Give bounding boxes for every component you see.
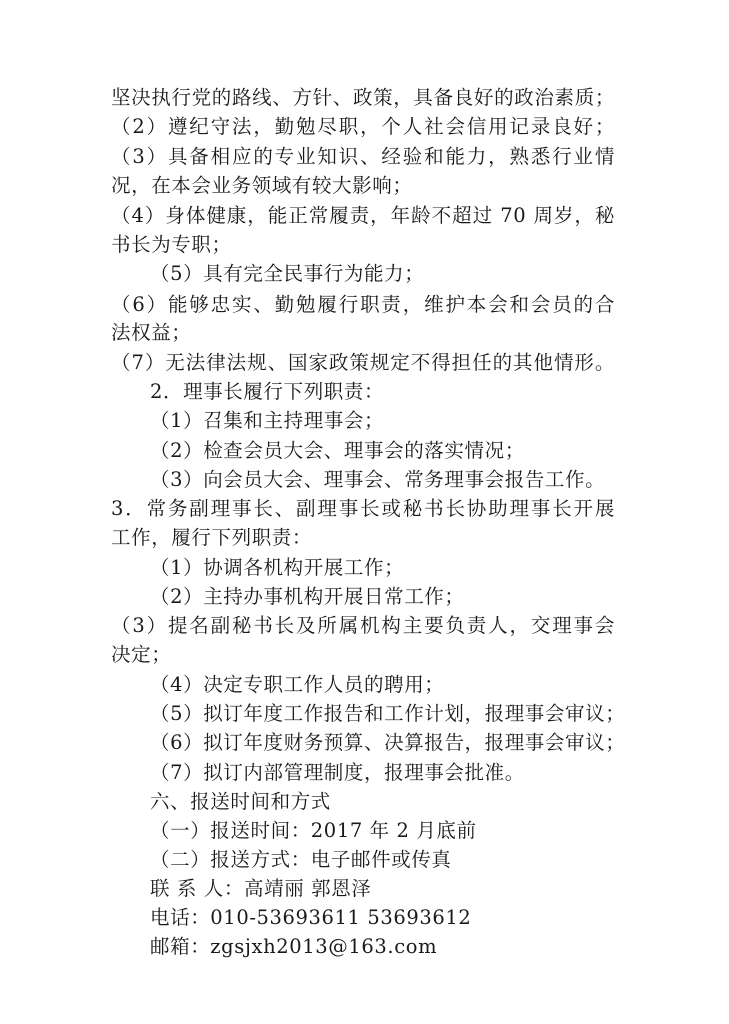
text-line-2: （2）遵纪守法，勤勉尽职，个人社会信用记录良好； xyxy=(111,115,615,138)
text-line-13: （2）检查会员大会、理事会的落实情况； xyxy=(150,439,525,462)
text-line-1: 坚决执行党的路线、方针、政策，具备良好的政治素质； xyxy=(111,86,615,109)
text-line-8: （6）能够忠实、勤勉履行职责，维护本会和会员的合 xyxy=(111,293,615,316)
text-line-4: 况，在本会业务领域有较大影响； xyxy=(111,174,413,197)
text-line-24: （7）拟订内部管理制度，报理事会批准。 xyxy=(150,761,525,784)
text-line-12: （1）召集和主持理事会； xyxy=(150,409,385,432)
text-line-26: （一）报送时间：2017 年 2 月底前 xyxy=(150,819,477,842)
text-line-16: 工作，履行下列职责： xyxy=(111,526,313,549)
text-line-22: （5）拟订年度工作报告和工作计划，报理事会审议； xyxy=(150,702,626,725)
section-heading: 六、报送时间和方式 xyxy=(150,790,331,813)
text-line-27: （二）报送方式：电子邮件或传真 xyxy=(150,848,452,871)
text-line-17: （1）协调各机构开展工作； xyxy=(150,556,405,579)
contact-phone: 电话：010-53693611 53693612 xyxy=(150,906,472,929)
text-line-6: 书长为专职； xyxy=(111,233,232,256)
text-line-5: （4）身体健康，能正常履责，年龄不超过 70 周岁，秘 xyxy=(111,204,615,227)
text-line-7: （5）具有完全民事行为能力； xyxy=(150,262,425,285)
contact-persons: 联 系 人：高靖丽 郭恩泽 xyxy=(150,877,372,900)
text-line-11: 2．理事长履行下列职责： xyxy=(150,380,385,403)
text-line-9: 法权益； xyxy=(111,321,192,344)
text-line-20: 决定； xyxy=(111,643,172,666)
text-line-3: （3）具备相应的专业知识、经验和能力，熟悉行业情 xyxy=(111,145,615,168)
text-line-23: （6）拟订年度财务预算、决算报告，报理事会审议； xyxy=(150,731,626,754)
text-line-18: （2）主持办事机构开展日常工作； xyxy=(150,585,465,608)
text-line-15: 3．常务副理事长、副理事长或秘书长协助理事长开展 xyxy=(111,497,615,520)
text-line-10: （7）无法律法规、国家政策规定不得担任的其他情形。 xyxy=(111,351,615,374)
text-line-19: （3）提名副秘书长及所属机构主要负责人，交理事会 xyxy=(111,614,615,637)
text-line-21: （4）决定专职工作人员的聘用； xyxy=(150,673,445,696)
text-line-14: （3）向会员大会、理事会、常务理事会报告工作。 xyxy=(150,468,606,491)
contact-email: 邮箱：zgsjxh2013@163.com xyxy=(150,935,438,958)
